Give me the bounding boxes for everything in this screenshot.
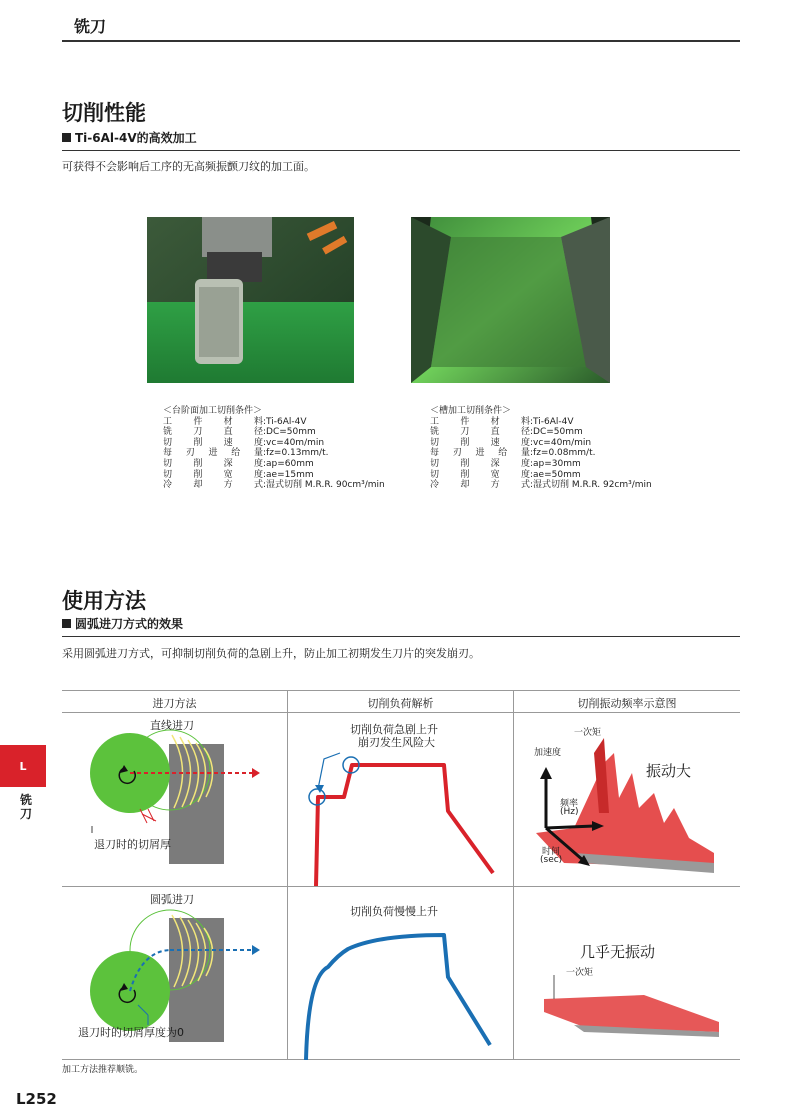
side-tab-text: 铣刀 — [20, 793, 33, 821]
section-title-usage: 使用方法 — [62, 589, 146, 613]
method-note-arc: 退刀时的切屑厚度为0 — [78, 1026, 184, 1039]
section-title-performance: 切削性能 — [62, 101, 146, 125]
vib-title-large: 振动大 — [646, 762, 692, 780]
photo-shoulder-milling — [147, 217, 354, 383]
section-description: 可获得不会影响后工序的无高频振颤刀纹的加工面。 — [62, 160, 315, 173]
condition-row: 铣刀直径:DC=50mm — [430, 427, 583, 438]
vib-peak-label: 一次矩 — [574, 728, 602, 738]
vibration-chart-large — [514, 713, 740, 886]
subtitle-divider — [62, 150, 740, 151]
subtitle-divider — [62, 636, 740, 637]
section-subtitle-usage — [62, 615, 183, 632]
method-label-straight: 直线进刀 — [150, 719, 194, 732]
column-header-method: 进刀方法 — [152, 697, 197, 710]
load-note-gradual-rise: 切削负荷慢慢上升 — [350, 905, 438, 918]
vib-axis-freq: 频率 — [560, 799, 579, 809]
column-header-load: 切削负荷解析 — [367, 697, 434, 710]
condition-row: 工件材料:Ti-6Al-4V — [430, 416, 574, 427]
cutting-conditions-shoulder — [163, 406, 403, 491]
condition-row: 每刃进给量:fz=0.08mm/t. — [430, 448, 596, 459]
method-note-straight: 退刀时的切屑厚 — [94, 838, 171, 851]
bullet-square-icon — [62, 619, 71, 628]
section-header: 铣刀 — [74, 17, 107, 36]
cutting-conditions-slot — [430, 406, 670, 491]
vib-axis-time-unit: (sec) — [540, 855, 563, 865]
vib-axis-time: 时间 — [542, 847, 561, 857]
load-note-sharp-rise: 切削负荷急剧上升 — [350, 723, 438, 736]
conditions-heading: ＜台阶面加工切削条件＞ — [163, 406, 263, 416]
subtitle-text: Ti-6Al-4V的高效加工 — [75, 131, 197, 145]
side-tab-letter: L — [0, 745, 46, 787]
vib-title-small: 几乎无振动 — [580, 943, 656, 961]
subtitle-text: 圆弧进刀方式的效果 — [75, 617, 184, 631]
condition-row: 每刃进给量:fz=0.13mm/t. — [163, 448, 329, 459]
page-number: L252 — [16, 1090, 57, 1108]
condition-row: 切削深度:ap=60mm — [163, 458, 314, 469]
header-divider — [62, 40, 740, 42]
conditions-heading: ＜槽加工切削条件＞ — [430, 406, 512, 416]
load-note-chip-risk: 崩刃发生风险大 — [358, 736, 435, 749]
vib-peak-label-2: 一次矩 — [566, 968, 594, 978]
load-chart-arc — [288, 887, 513, 1060]
diagram-straight-entry — [62, 713, 287, 886]
photo-slot-milling — [411, 217, 610, 383]
footnote: 加工方法推荐顺铣。 — [62, 1065, 144, 1075]
vib-axis-freq-unit: (Hz) — [560, 807, 579, 817]
condition-row: 工件材料:Ti-6Al-4V — [163, 416, 307, 427]
condition-row: 切削深度:ap=30mm — [430, 458, 581, 469]
condition-row: 铣刀直径:DC=50mm — [163, 427, 316, 438]
usage-description: 采用圆弧进刀方式，可抑制切削负荷的急剧上升，防止加工初期发生刀片的突发崩刃。 — [62, 647, 480, 660]
column-header-vibration: 切削振动频率示意图 — [577, 697, 677, 710]
method-label-arc: 圆弧进刀 — [150, 893, 194, 906]
diagram-arc-entry — [62, 887, 287, 1060]
bullet-square-icon — [62, 133, 71, 142]
vibration-chart-small — [514, 887, 740, 1060]
condition-row: 切削宽度:ae=50mm — [430, 469, 581, 480]
vib-axis-accel: 加速度 — [534, 748, 562, 758]
condition-row: 冷却方式:湿式切削 M.R.R. 92cm³/min — [430, 480, 652, 491]
condition-row: 切削宽度:ae=15mm — [163, 469, 314, 480]
load-chart-straight — [288, 713, 513, 886]
section-subtitle-performance — [62, 129, 197, 146]
condition-row: 切削速度:vc=40m/min — [430, 437, 592, 448]
condition-row: 冷却方式:湿式切削 M.R.R. 90cm³/min — [163, 480, 385, 491]
condition-row: 切削速度:vc=40m/min — [163, 437, 325, 448]
